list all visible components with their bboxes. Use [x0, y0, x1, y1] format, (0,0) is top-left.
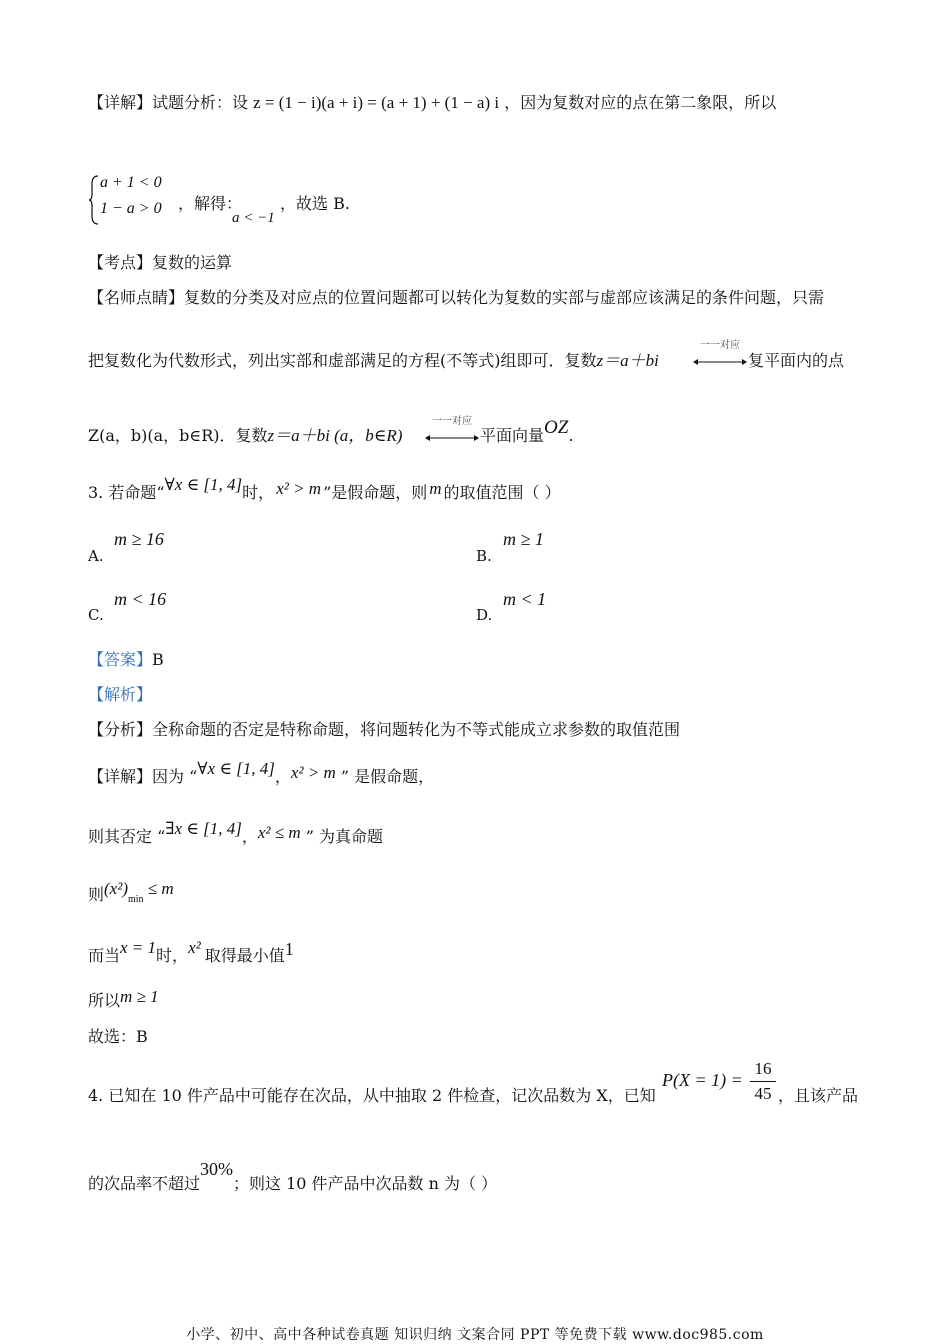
arrow-label: 一一对应 [700, 340, 740, 351]
q3-detail-2-end: ” 为真命题 [300, 827, 383, 846]
option-a-expression: m ≥ 16 [114, 529, 164, 549]
q3-stem [88, 475, 561, 504]
plane-vector-label: 平面向量 [480, 426, 545, 445]
q3-detail-4-start: 而当 [88, 946, 121, 965]
q4-stem-line-1-end: ，且该产品 [778, 1086, 859, 1105]
q3-stem-when: 时， [242, 483, 275, 502]
line6-text: Z(a，b)(a，b∈R)．复数 [88, 426, 268, 445]
line5-text: 把复数化为代数形式，列出实部和虚部满足的方程(不等式)组即可．复数 [88, 351, 597, 370]
q3-x-squared: x² [188, 938, 201, 957]
q3-detail-5 [88, 987, 159, 1012]
jiexi-tag: 【解析】 [88, 685, 153, 704]
vector-oz: OZ [544, 417, 569, 438]
complex-product-expression: z = (1 − i)(a + i) = (a + 1) + (1 − a) i [253, 93, 500, 112]
kaodian-line: 【考点】复数的运算 [88, 253, 233, 272]
option-b-letter[interactable]: B. [476, 547, 492, 565]
arrow-label-2: 一一对应 [432, 416, 472, 427]
detail-line-1 [88, 92, 776, 114]
q3-min-subscript: min [127, 894, 144, 905]
q3-detail-1-start: 【详解】因为 “ [88, 767, 198, 786]
q3-exists-expression: ∃x ∈ [1, 4] [165, 819, 242, 838]
one-to-one-arrow-2 [424, 412, 480, 446]
q3-detail-4 [88, 938, 294, 967]
q4-stem-line-2-start: 的次品率不超过 [88, 1174, 201, 1193]
q3-inequality-3: x² ≤ m [257, 823, 301, 842]
option-b-expression: m ≥ 1 [503, 529, 544, 549]
solve-text: ，解得： [178, 194, 243, 213]
system-row-2: 1 − a > 0 [100, 200, 162, 217]
q3-detail-6: 故选：B [88, 1027, 148, 1046]
q3-min-compare: ≤ m [143, 879, 174, 898]
q3-detail-4-when: 时， [156, 946, 189, 965]
detail-line-6 [88, 425, 402, 447]
one-to-one-arrow [692, 336, 748, 370]
option-a-letter[interactable]: A. [88, 547, 104, 565]
comma: ， [241, 827, 258, 846]
detail-label: 【详解】试题分析：设 [88, 93, 249, 112]
q3-m: m [429, 479, 442, 498]
q4-stem-line-2 [88, 1159, 498, 1195]
q3-inequality: x² > m [276, 479, 322, 498]
mingshi-line: 【名师点睛】复数的分类及对应点的位置问题都可以转化为复数的实部与虚部应该满足的条件问题，只需 [88, 288, 825, 307]
fraction-bar [750, 1081, 776, 1082]
option-c-letter[interactable]: C. [88, 606, 104, 624]
q3-min-expression: (x²) [104, 879, 128, 898]
detail-line-5 [88, 350, 659, 372]
q3-stem-false: ”是假命题，则 [323, 483, 428, 502]
answer-tag: 【答案】 [88, 650, 153, 669]
solution-expression: a < −1 [232, 210, 275, 226]
comma: ， [274, 767, 291, 786]
q3-detail-5-start: 所以 [88, 991, 121, 1010]
q3-stem-start: 3. 若命题“ [88, 483, 165, 502]
complex-z-expression-2: z＝a＋bi (a，b∈R) [267, 426, 403, 445]
complex-plane-text: 复平面内的点 [748, 351, 845, 370]
detail-text: ，因为复数对应的点在第二象限，所以 [504, 93, 777, 112]
q4-stem-line-2-end: ；则这 10 件产品中次品数 n 为（ ） [233, 1174, 498, 1193]
choose-text: ，故选 B. [280, 194, 350, 213]
q3-detail-1-end: ” 是假命题， [335, 767, 435, 786]
double-arrow-icon [424, 434, 480, 442]
q3-detail-4-min: 取得最小值 [204, 946, 285, 965]
q3-x-equals-1: x = 1 [120, 938, 157, 957]
double-arrow-icon [692, 358, 748, 366]
complex-z-expression: z＝a＋bi [596, 351, 659, 370]
q3-conclusion-expression: m ≥ 1 [120, 987, 159, 1006]
q3-forall-expression-2: ∀x ∈ [1, 4] [197, 759, 275, 778]
q3-detail-2-start: 则其否定 “ [88, 827, 166, 846]
q3-inequality-2: x² > m [290, 763, 336, 782]
q3-forall-expression: ∀x ∈ [1, 4] [164, 475, 243, 494]
option-d-expression: m < 1 [503, 589, 547, 609]
fenxi-line: 【分析】全称命题的否定是特称命题，将问题转化为不等式能成立求参数的取值范围 [88, 720, 681, 739]
vector-text [480, 417, 574, 447]
q4-fraction-numerator: 16 [754, 1059, 772, 1078]
system-row-1: a + 1 < 0 [100, 174, 162, 191]
left-brace-icon [88, 174, 100, 226]
q3-detail-2 [88, 819, 383, 848]
q3-detail-3-start: 则 [88, 885, 105, 904]
q4-fraction-denominator: 45 [754, 1084, 772, 1103]
q3-detail-1 [88, 759, 435, 788]
q4-percent-expression: 30% [200, 1159, 234, 1179]
q4-fraction [750, 1058, 776, 1105]
inequality-system [88, 174, 178, 226]
q3-min-value: 1 [284, 939, 294, 959]
q4-stem-line-1: 4. 已知在 10 件产品中可能存在次品，从中抽取 2 件检查，记次品数为 X，已知 [88, 1086, 656, 1105]
option-c-expression: m < 16 [114, 589, 167, 609]
q3-detail-3 [88, 879, 174, 909]
q3-stem-end: 的取值范围（ ） [443, 483, 561, 502]
q4-probability-expression: P(X = 1) = [662, 1070, 743, 1090]
answer-line [88, 649, 164, 671]
period: . [568, 426, 574, 445]
answer-value: B [152, 650, 164, 669]
page-footer: 小学、初中、高中各种试卷真题 知识归纳 文案合同 PPT 等免费下载 www.doc985.com [186, 1327, 764, 1343]
option-d-letter[interactable]: D. [476, 606, 493, 624]
